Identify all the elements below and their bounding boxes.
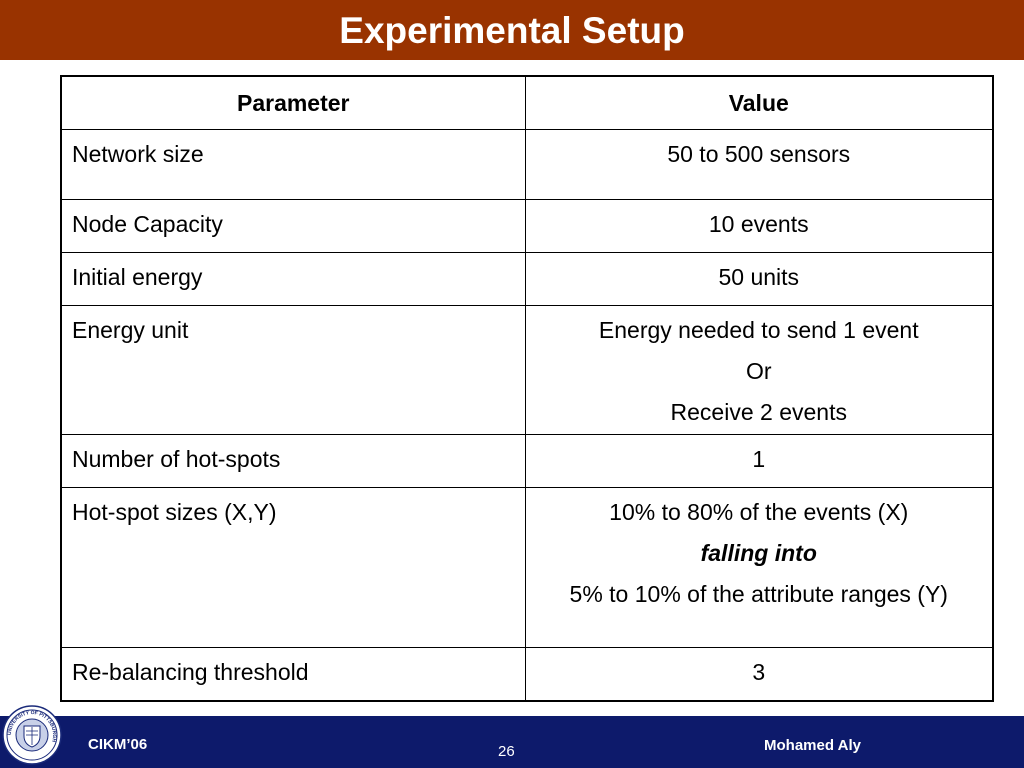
table-row (61, 648, 993, 701)
value-line: Energy needed to send 1 event (598, 317, 919, 343)
value-line: 5% to 10% of the attribute ranges (Y) (569, 581, 948, 607)
table-row (61, 200, 993, 253)
value-cell (525, 306, 993, 435)
footer-conference: CIKM’06 (88, 736, 148, 753)
param-cell: Initial energy (61, 253, 525, 306)
footer-author: Mohamed Aly (764, 737, 861, 754)
param-cell: Network size (61, 130, 525, 200)
param-cell: Hot-spot sizes (X,Y) (61, 488, 525, 648)
param-cell: Energy unit (61, 306, 525, 435)
value-cell: 50 to 500 sensors (525, 130, 993, 200)
footer-bar (0, 716, 1024, 768)
slide-title: Experimental Setup (339, 10, 685, 51)
value-line: 10% to 80% of the events (X) (609, 499, 909, 525)
table-row (61, 488, 993, 648)
param-cell: Re-balancing threshold (61, 648, 525, 701)
table-row (61, 130, 993, 200)
parameters-table (60, 75, 994, 702)
value-line-emphasis: falling into (700, 540, 817, 566)
header-value: Value (525, 76, 993, 130)
value-line: Or (745, 358, 772, 384)
table-row (61, 253, 993, 306)
value-cell: 10 events (525, 200, 993, 253)
table-header-row (61, 76, 993, 130)
param-cell: Node Capacity (61, 200, 525, 253)
param-cell: Number of hot-spots (61, 435, 525, 488)
footer-page-number: 26 (498, 743, 515, 760)
value-cell (525, 488, 993, 648)
table-row (61, 306, 993, 435)
university-seal-icon (2, 705, 62, 765)
value-cell: 50 units (525, 253, 993, 306)
value-line: Receive 2 events (670, 399, 847, 425)
svg-text:UNIVERSITY OF PITTSBURGH: UNIVERSITY OF PITTSBURGH (6, 709, 58, 743)
value-cell: 1 (525, 435, 993, 488)
table-row (61, 435, 993, 488)
value-cell: 3 (525, 648, 993, 701)
header-parameter: Parameter (61, 76, 525, 130)
